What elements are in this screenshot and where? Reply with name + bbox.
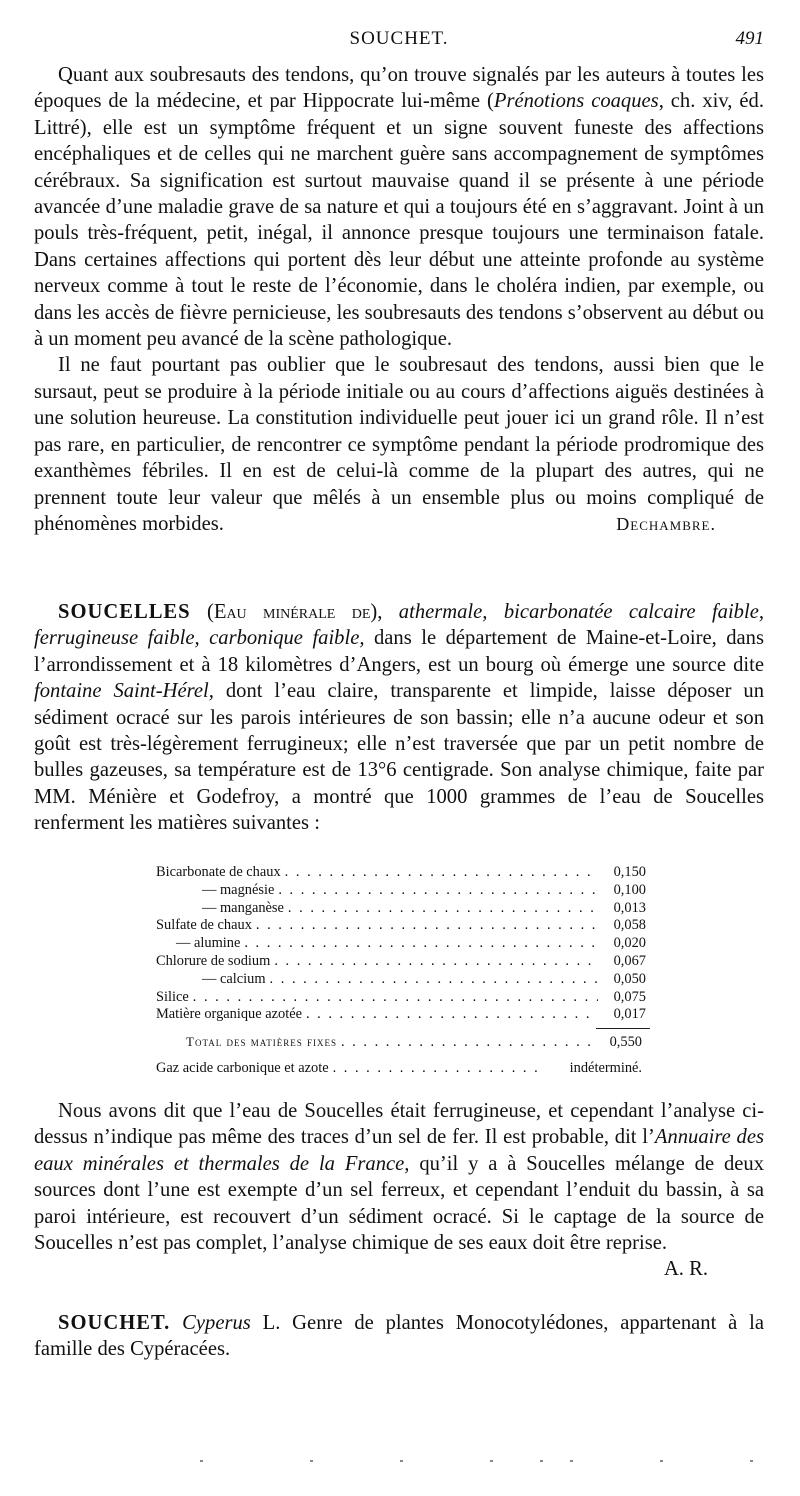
row-label: Silice bbox=[156, 988, 189, 1005]
table-row bbox=[156, 1006, 646, 1024]
table-row bbox=[156, 953, 646, 971]
text-run: , ch. xiv, éd. Littré), elle est un symptôme fréquent et un signe souvent funeste des affections encéphaliques et de celles qui ne marchent guère sans accompagnement de symptômes cérébraux. Sa signification est surtout mauvaise quand il se présente à une période avancée d’une maladie grave de sa nature et qui a toujours été en s’aggravant. Joint à un pouls très-fréquent, petit, inégal, il annonce presque toujours une terminaison fatale. Dans certaines affections qui portent dès leur début une atteinte profonde au système nerveux comme à tout le reste de l’économie, dans le choléra indien, par exemple, ou dans les accès de fièvre pernicieuse, les soubresauts des tendons s’observent au début ou à un moment peu avancé de la scène pathologique. bbox=[34, 90, 764, 351]
table-row bbox=[186, 1034, 642, 1052]
headword-soucelles: SOUCELLES bbox=[58, 601, 191, 623]
header-title: SOUCHET. bbox=[349, 28, 449, 49]
sum-rule bbox=[596, 1028, 650, 1029]
speck bbox=[400, 1460, 403, 1462]
row-value: 0,075 bbox=[613, 988, 646, 1005]
source-name: fontaine Saint-Hérel, bbox=[34, 680, 214, 703]
row-label: — manganèse bbox=[202, 899, 284, 916]
speck bbox=[570, 1460, 573, 1462]
qualifier: Eau minérale de bbox=[213, 601, 371, 623]
row-label: Bicarbonate de chaux bbox=[156, 864, 281, 880]
souchet-entry bbox=[34, 1310, 764, 1363]
text-run: dans le département de Maine-et-Loire, dans l’arrondissement et à 18 kilomètres d’Angers, est un bourg où émerge une source dite bbox=[34, 627, 764, 676]
row-value: 0,150 bbox=[613, 864, 646, 880]
annuaire-title: Annuaire des eaux minérales et thermales de la France, bbox=[34, 1126, 764, 1175]
author-signature: Dechambre. bbox=[616, 513, 716, 534]
running-header bbox=[34, 28, 764, 54]
row-value: 0,100 bbox=[613, 881, 646, 898]
table-row bbox=[156, 864, 646, 882]
soucelles-note bbox=[34, 1098, 764, 1283]
speck bbox=[490, 1460, 493, 1462]
paragraph-ferrugineuse bbox=[34, 1098, 764, 1283]
leader-dots bbox=[270, 971, 598, 988]
text-run: dont l’eau claire, transparente et limpide, laisse déposer un sédiment ocracé sur les parois intérieures de son bassin; elle n’a aucune odeur et son goût est très-légèrement ferrugineux; elle n’est traversée que par un petit nombre de bulles gazeuses, sa température est de 13°6 centigrade. Son analyse chimique, faite par MM. Ménière et Godefroy, a montré que 1000 grammes de l’eau de Soucelles renferment les matières suivantes : bbox=[34, 680, 764, 835]
row-value: 0,067 bbox=[613, 952, 646, 969]
row-label: Matière organique azotée bbox=[156, 1006, 302, 1023]
water-qualities: athermale, bicarbonatée calcaire faible, ferrugineuse faible, carbonique faible, bbox=[34, 601, 764, 650]
paragraph-sursaut bbox=[34, 352, 764, 537]
leader-dots bbox=[278, 882, 598, 899]
total-value: 0,550 bbox=[609, 1034, 642, 1050]
paragraph-soucelles bbox=[34, 599, 764, 837]
genus-name: Cyperus bbox=[182, 1312, 251, 1334]
table-row bbox=[156, 935, 646, 953]
speck bbox=[540, 1460, 543, 1462]
leader-dots bbox=[244, 935, 598, 952]
leader-dots bbox=[288, 900, 598, 917]
row-value: 0,020 bbox=[613, 935, 646, 952]
table-row bbox=[156, 917, 646, 935]
scan-specks bbox=[190, 1460, 790, 1468]
soucelles-entry bbox=[34, 599, 764, 837]
table-row bbox=[156, 971, 646, 989]
total-row bbox=[186, 1034, 642, 1052]
row-label: — alumine bbox=[176, 935, 241, 952]
page-number: 491 bbox=[735, 28, 764, 49]
speck bbox=[750, 1460, 753, 1462]
leader-dots bbox=[256, 917, 598, 934]
paragraph-soubresauts bbox=[34, 62, 764, 352]
leader-dots bbox=[285, 864, 598, 881]
speck bbox=[310, 1460, 313, 1462]
row-label: — magnésie bbox=[202, 881, 275, 898]
gas-value: indéterminé. bbox=[569, 1060, 642, 1076]
row-value: 0,017 bbox=[613, 1006, 646, 1023]
row-value: 0,013 bbox=[613, 899, 646, 916]
citation-title: Prénotions coaques bbox=[493, 90, 659, 113]
headword-souchet: SOUCHET. bbox=[58, 1312, 171, 1334]
table-row bbox=[156, 900, 646, 918]
total-label: Total des matières fixes bbox=[186, 1034, 337, 1049]
row-label: — calcium bbox=[202, 970, 266, 987]
speck bbox=[200, 1460, 203, 1462]
leader-dots bbox=[274, 953, 598, 970]
text-run: qu’il y a à Soucelles mélange de deux sources dont l’une est exempte d’un sel ferreux, et cependant l’enduit du bassin, à sa paroi intérieure, est recouvert d’un sédiment ocracé. Si le captage de la source de Soucelles n’est pas complet, l’analyse chimique de ses eaux doit être reprise. bbox=[34, 1152, 765, 1255]
text-run: Quant aux soubresauts des tendons, qu’on trouve signalés par les auteurs à toutes les époques de la médecine, et par Hippocrate lui-même ( bbox=[34, 64, 764, 113]
text-run: Genre de plantes Monocotylédones, appartenant à la famille des Cypéracées. bbox=[34, 1312, 764, 1361]
speck bbox=[660, 1460, 663, 1462]
leader-dots bbox=[193, 989, 598, 1006]
row-value: 0,050 bbox=[613, 970, 646, 987]
row-label: Chlorure de sodium bbox=[156, 952, 271, 969]
text-run: Nous avons dit que l’eau de Soucelles était ferrugineuse, et cependant l’analyse ci-dessus n’indique pas même des traces d’un sel de fer. Il est probable, dit l’ bbox=[34, 1100, 764, 1149]
dechambre-article-end bbox=[34, 62, 764, 537]
text-run: ), bbox=[370, 601, 399, 623]
row-label: Sulfate de chaux bbox=[156, 917, 252, 934]
text-run: ( bbox=[190, 601, 214, 623]
gas-row bbox=[156, 1060, 642, 1078]
leader-dots bbox=[341, 1034, 594, 1051]
row-value: 0,058 bbox=[613, 917, 646, 934]
table-row bbox=[156, 1060, 642, 1078]
leader-dots bbox=[333, 1060, 546, 1077]
gas-label: Gaz acide carbonique et azote bbox=[156, 1060, 329, 1076]
text-run: L. bbox=[250, 1312, 281, 1334]
text-run: Il ne faut pourtant pas oublier que le soubresaut des tendons, aussi bien que le sursaut, peut se produire à la période initiale ou au cours d’affections aiguës destinées à une solution heureuse. La constitution individuelle peut jouer ici un grand rôle. Il n’est pas rare, en particulier, de rencontrer ce symptôme pendant la période prodromique des exanthèmes fébriles. Il en est de celui-là comme de la plupart des autres, qui ne prennent toute leur valeur que mêlés à un ensemble plus ou moins compliqué de phénomènes morbides. bbox=[34, 354, 764, 535]
leader-dots bbox=[306, 1006, 598, 1023]
author-signature: A. R. bbox=[663, 1258, 708, 1281]
analysis-table bbox=[156, 864, 646, 1024]
table-row bbox=[156, 989, 646, 1007]
paragraph-souchet bbox=[34, 1310, 764, 1363]
table-row bbox=[156, 882, 646, 900]
